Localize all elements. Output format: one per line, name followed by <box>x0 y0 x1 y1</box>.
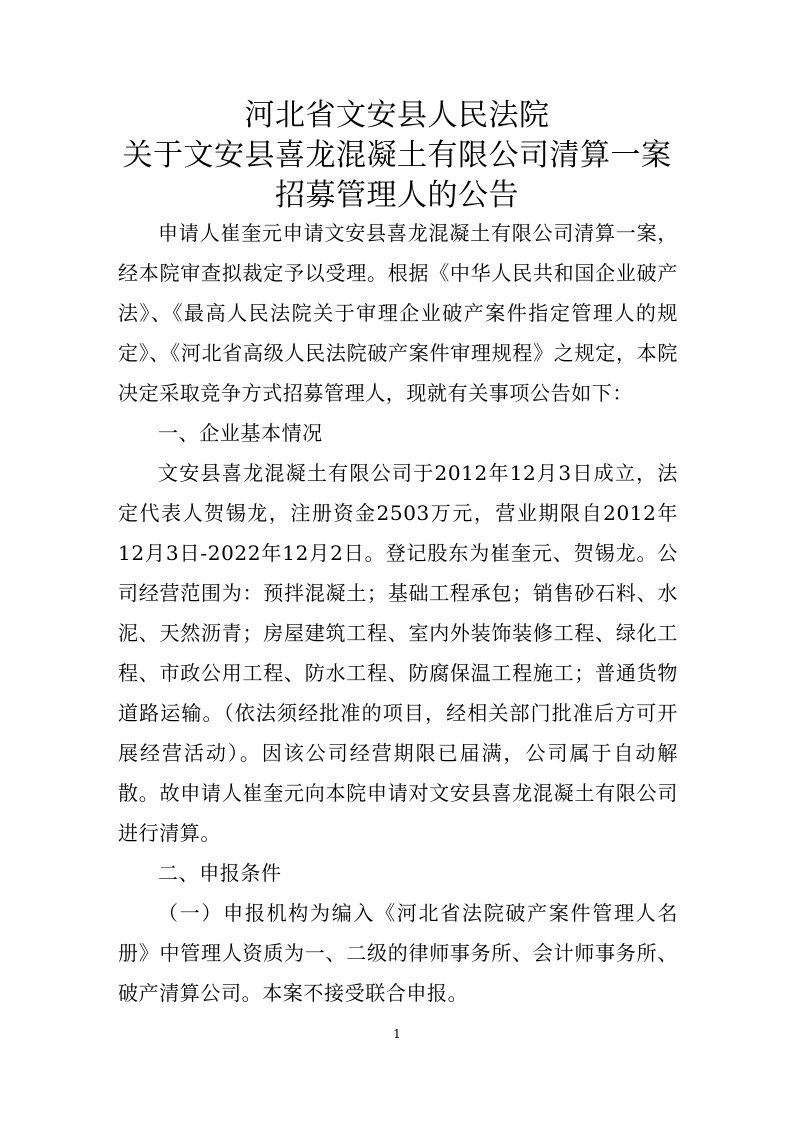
section-heading-company-info: 一、企业基本情况 <box>158 421 323 445</box>
section-heading-application-conditions: 二、申报条件 <box>158 861 282 885</box>
document-title <box>0 96 794 216</box>
title-notice: 招募管理人的公告 <box>275 178 519 213</box>
document-body <box>118 213 678 1013</box>
title-court-name: 河北省文安县人民法院 <box>244 98 550 133</box>
condition-item-1: （一）申报机构为编入《河北省法院破产案件管理人名册》中管理人资质为一、二级的律师事务所、会计师事务所、破产清算公司。本案不接受联合申报。 <box>118 901 678 1005</box>
page-number: 1 <box>393 1027 401 1041</box>
company-info-paragraph: 文安县喜龙混凝土有限公司于2012年12月3日成立，法定代表人贺锡龙，注册资金2503万元，营业期限自2012年12月3日-2022年12月2日。登记股东为崔奎元、贺锡龙。公司经营范围为：预拌混凝土；基础工程承包；销售砂石料、水泥、天然沥青；房屋建筑工程、室内外装饰装修工程、绿化工程、市政公用工程、防水工程、防腐保温工程施工；普通货物道路运输。（依法须经批准的项目，经相关部门批准后方可开展经营活动）。因该公司经营期限已届满，公司属于自动解散。故申请人崔奎元向本院申请对文安县喜龙混凝土有限公司进行清算。 <box>118 461 678 845</box>
intro-paragraph: 申请人崔奎元申请文安县喜龙混凝土有限公司清算一案，经本院审查拟裁定予以受理。根据《中华人民共和国企业破产法》、《最高人民法院关于审理企业破产案件指定管理人的规定》、《河北省高级人民法院破产案件审理规程》之规定，本院决定采取竞争方式招募管理人，现就有关事项公告如下： <box>118 221 678 405</box>
title-subject: 关于文安县喜龙混凝土有限公司清算一案 <box>122 138 672 173</box>
